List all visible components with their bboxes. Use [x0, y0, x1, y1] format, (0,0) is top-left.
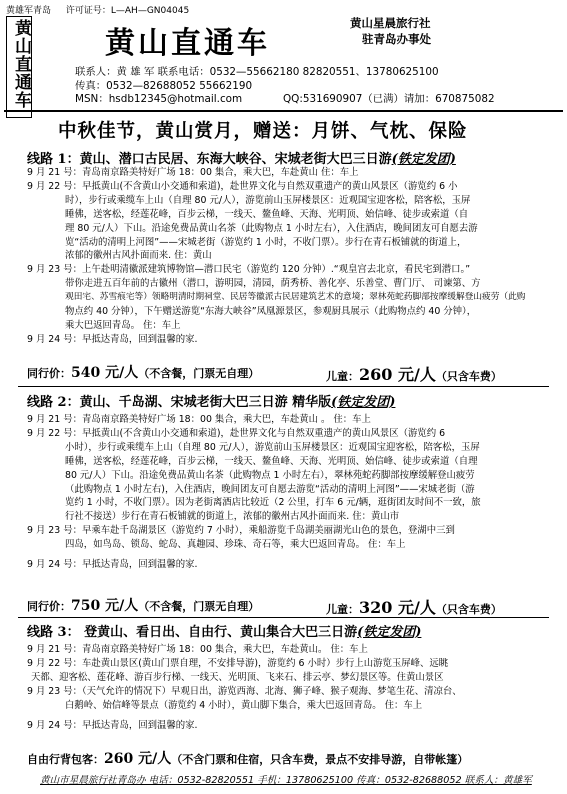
route-1-price-child: 儿童：260 元/人（只含车费） — [326, 365, 502, 384]
route-3-itinerary: 9 月 21 号：青岛南京路美特好广场 18：00 集合，乘大巴，车赴黄山。 住：车上 9 月 22 号：车赴黄山景区(黄山门票自理，不安排导游)，游览约 6 小时）步行上山游览玉屏峰、远眺 天都、迎客松、莲花峰、游百步行梯、一线天、光明顶、飞来石、排云亭、梦幻景区等。住黄山景区 9 月 23 号：（天气允许的情况下）早观日出，游览西海、北海、狮子峰、猴子观海、梦笔生花、清凉台、 白鹅岭、始信峰等景点（游览约 4 小时），黄山脚下集合，乘大巴返回青岛。 住：车上 9 月 24 号：早抵达青岛，回到温馨的家. — [27, 644, 462, 731]
divider — [18, 617, 549, 618]
vertical-title: 黄山直通车 — [11, 19, 31, 109]
route-2-title: 线路 2：黄山、千岛湖、宋城老街大巴三日游 精华版(铁定发团) — [27, 395, 396, 410]
top-left-brand: 黄雄军青岛 许可证号：L—AH—GN04045 — [6, 6, 190, 16]
contact-block — [75, 66, 439, 93]
vertical-title-box — [6, 16, 32, 118]
msn: MSN：hsdb12345@hotmail.com — [75, 93, 243, 105]
contact-line-1: 联系人：黄 雄 军 联系电话：0532—55662180 82820551、13780625100 — [75, 66, 439, 78]
page-title: 黄山直通车 — [105, 26, 270, 61]
route-1-tag: (铁定发团) — [391, 152, 456, 167]
footer-contact: 黄山市星晨旅行社青岛办 电话：0532-82820551 手机：13780625100 传真：0532-82688052 联系人：黄雄军 — [40, 775, 532, 786]
agency-name: 黄山星晨旅行社 驻青岛办事处 — [350, 16, 431, 46]
route-1-title: 线路 1：黄山、潜口古民居、东海大峡谷、宋城老街大巴三日游(铁定发团) — [27, 152, 456, 167]
route-3-title: 线路 3： 登黄山、看日出、自由行、黄山集合大巴三日游(铁定发团) — [27, 625, 422, 640]
route-2-price-adult: 同行价：750 元/人（不含餐，门票无自理） — [27, 598, 260, 614]
divider — [18, 386, 549, 387]
route-2-price-child: 儿童：320 元/人（只含车费） — [326, 598, 502, 617]
route-1-itinerary: 9 月 21 号：青岛南京路美特好广场 18：00 集合，乘大巴，车赴黄山 住：车上 9 月 22 号：早抵黄山(不含黄山小交通和索道)，赴世界文化与自然双重遗产的黄山风景区（游览约 6 小 时），步行或乘缆车上山（自理 80 元/人），游览前山玉屏楼景区：近观国宝迎客松，陪客松，玉屏 睡佛，送客松，经莲花峰，百步云梯，一线天、鳌鱼峰、天海、光明顶、始信峰、徒步或索道（自 理 80 元/人）下山。沿途免费品黄山名茶（此购物点 1 小时左右），入住酒店，晚间团友可自愿去游 览“活动的清明上河图”——宋城老街（游览约 1 小时，不收门票）。步行在青石板铺就的街道上， 浓郁的徽州古风扑面而来. 住：黄山 9 月 23 号：上午赴明清徽派建筑博物馆—潜口民宅（游览约 120 分钟）.“观皇宫去北京，看民宅到潜口。” 带你走进五百年前的古徽州（潜口，游明园，清园，荫秀桥、善化亭、乐善堂、曹门厅、 司谏第、方 观田宅、苏雪痕宅等）领略明清时期祠堂、民居等徽派古民居建筑艺术的意境；翠林苑蛇药脚部按摩缓解登山疲劳（此购 物点约 40 分钟），下午赠送游览“东海大峡谷”凤凰源景区，参观厨具展示（此购物点约 40 分钟）， 乘大巴返回青岛。 住：车上 9 月 24 号：早抵达青岛，回到温馨的家. — [27, 167, 526, 345]
route-3-tag: (铁定发团) — [357, 625, 422, 640]
headline: 中秋佳节，黄山赏月，赠送：月饼、气枕、保险 — [58, 121, 468, 142]
route-1-price-adult: 同行价：540 元/人（不含餐，门票无自理） — [27, 365, 260, 381]
route-2-itinerary: 9 月 21 号：青岛南京路美特好广场 18：00 集合，乘大巴，车赴黄山 。 住：车上 9 月 22 号：早抵黄山(不含黄山小交通和索道)，赴世界文化与自然双重遗产的黄山风景区（游览约 6 小时），步行或乘缆车上山（自理 80 元/人），游览前山玉屏楼景区：近观国宝迎客松，陪客松，玉屏 睡佛，送客松，经莲花峰，百步云梯，一线天、鳌鱼峰、天海、光明顶、始信峰、徒步或索道（自理 80 元/人）下山。沿途免费品黄山名茶（此购物点 1 小时左右），翠林苑蛇药脚部按摩缓解登山疲劳 （此购物点 1 小时左右)，入住酒店，晚间团友可自愿去游览“活动的清明上河图”——宋城老街（游 览约 1 小时，不收门票）。因为老街离酒店比较近（2 公里，打车 6 元/辆，逛街团友时间不一致，旅 行社不接送）步行在青石板铺就的街道上，浓郁的徽州古风扑面而来. 住：黄山市 9 月 23 号：早乘车赴千岛湖景区（游览约 7 小时），乘船游览千岛湖美丽湖光山色的景色，登湖中三到 四岛，如鸟岛、锁岛、蛇岛、真趣园、珍珠、奇石等，乘大巴返回青岛。 住：车上 9 月 24 号：早抵达青岛，回到温馨的家. — [27, 414, 481, 571]
contact-line-2: 传真：0532—82688052 55662190 — [75, 79, 253, 92]
route-3-price: 自由行背包客：260 元/人（不含门票和住宿，只含车费，景点不安排导游，自带帐篷） — [27, 751, 469, 767]
header-divider — [4, 110, 563, 112]
license-number: 许可证号：L—AH—GN04045 — [65, 6, 190, 16]
qq: QQ:531690907（已满）请加：670875082 — [283, 93, 495, 105]
route-2-tag: (铁定发团) — [331, 395, 396, 410]
